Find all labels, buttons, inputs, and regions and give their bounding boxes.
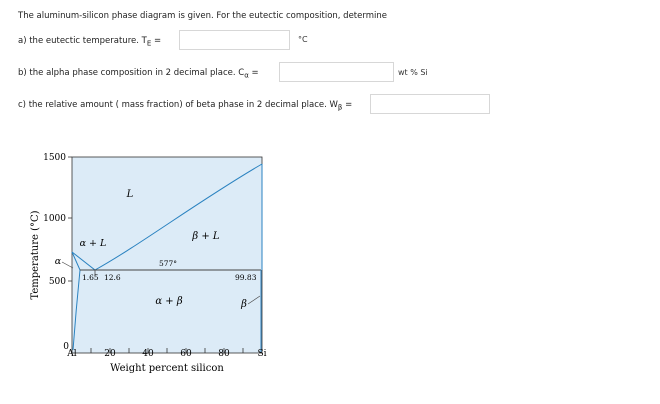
x-axis-title: Weight percent silicon: [110, 363, 224, 374]
alpha-pointer: [62, 262, 73, 268]
region-beta: β: [241, 299, 247, 310]
x-tick-label-40: 40: [142, 349, 154, 359]
region-alpha-beta: α + β: [155, 296, 183, 307]
question-a-eq: =: [151, 36, 162, 46]
intro-text: The aluminum-silicon phase diagram is given. For the eutectic composition, determine: [18, 11, 387, 21]
question-b-unit: wt % Si: [398, 68, 428, 77]
x-label-si: Si: [257, 349, 267, 359]
region-alpha-liquid: α + L: [79, 238, 107, 249]
question-a-sub: E: [146, 39, 152, 48]
diagram-background: [72, 157, 262, 353]
alpha-comp-label: 1.65: [82, 273, 99, 282]
y-tick-label-1000: 1000: [43, 214, 66, 224]
y-tick-label-1500: 1500: [43, 153, 66, 163]
region-liquid: L: [126, 189, 134, 200]
question-c-text: c) the relative amount ( mass fraction) of beta phase in 2 decimal place. W: [18, 100, 338, 110]
y-tick-label-0: 0: [63, 342, 69, 352]
eutectic-temp-label: 577°: [158, 259, 178, 268]
y-axis-title: Temperature (°C): [30, 210, 41, 300]
region-beta-liquid: β + L: [192, 231, 220, 242]
question-b-eq: =: [248, 68, 259, 78]
question-a-unit: °C: [298, 35, 308, 44]
question-c-sub: β: [337, 103, 343, 112]
region-alpha: α: [54, 256, 62, 267]
x-label-al: Al: [67, 349, 77, 359]
question-b-text: b) the alpha phase composition in 2 decimal place. C: [18, 68, 245, 78]
question-b-sub: α: [244, 71, 249, 80]
x-tick-label-80: 80: [218, 349, 230, 359]
y-tick-label-500: 500: [48, 277, 66, 287]
eutectic-comp-label: 12.6: [104, 273, 121, 282]
question-a-text: a) the eutectic temperature. T: [18, 36, 147, 46]
x-tick-label-60: 60: [180, 349, 192, 359]
x-tick-label-20: 20: [104, 349, 116, 359]
question-c-eq: =: [342, 100, 353, 110]
beta-comp-label: 99.83: [235, 273, 257, 282]
